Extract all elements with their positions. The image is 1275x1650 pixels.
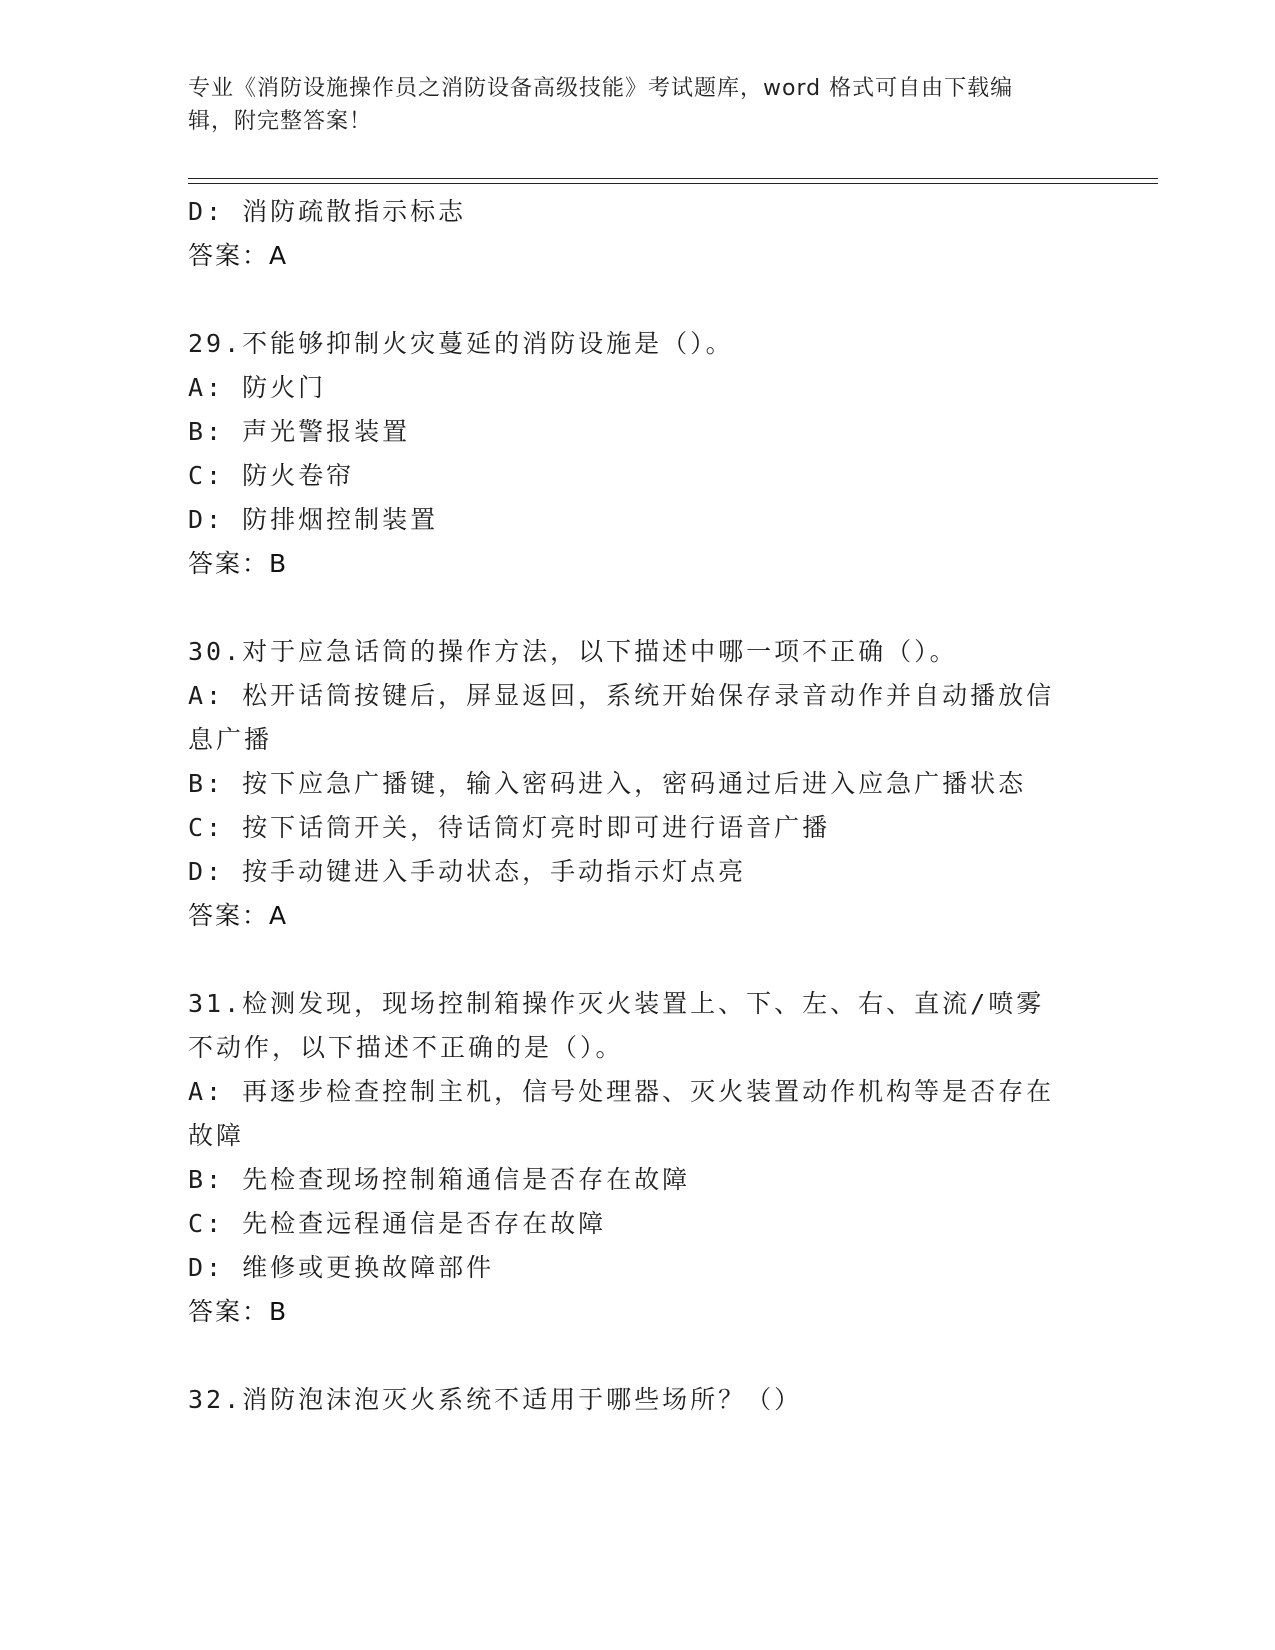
spacer: [188, 586, 1088, 630]
question-29: [188, 322, 1088, 586]
option-d: D: 消防疏散指示标志: [188, 197, 467, 226]
question-title: 32.消防泡沫泡灭火系统不适用于哪些场所？（）: [188, 1385, 803, 1414]
option-a: A: 再逐步检查控制主机，信号处理器、灭火装置动作机构等是否存在: [188, 1077, 1055, 1106]
question-30: [188, 630, 1088, 938]
option-a: A: 松开话筒按键后，屏显返回，系统开始保存录音动作并自动播放信: [188, 681, 1055, 710]
option-c: C: 防火卷帘: [188, 461, 355, 490]
option-b: B: 先检查现场控制箱通信是否存在故障: [188, 1165, 691, 1194]
question-title: 29.不能够抑制火灾蔓延的消防设施是（）。: [188, 329, 734, 358]
question-content: [188, 190, 1088, 1422]
option-d: D: 防排烟控制装置: [188, 505, 439, 534]
option-c: C: 按下话筒开关，待话筒灯亮时即可进行语音广播: [188, 813, 831, 842]
header-line-2: 辑，附完整答案！: [188, 109, 373, 134]
answer-line: 答案：B: [188, 549, 289, 578]
question-31: [188, 982, 1088, 1334]
option-a-continued: 息广播: [188, 725, 273, 754]
answer-line: 答案：A: [188, 901, 289, 930]
spacer: [188, 278, 1088, 322]
question-32: [188, 1378, 1088, 1422]
header-divider-top: [188, 178, 1158, 179]
spacer: [188, 1334, 1088, 1378]
option-b: B: 按下应急广播键，输入密码进入，密码通过后进入应急广播状态: [188, 769, 1027, 798]
option-a: A: 防火门: [188, 373, 327, 402]
answer-line: 答案：B: [188, 1297, 289, 1326]
option-d: D: 维修或更换故障部件: [188, 1253, 495, 1282]
question-title: 30.对于应急话筒的操作方法，以下描述中哪一项不正确（）。: [188, 637, 958, 666]
option-b: B: 声光警报装置: [188, 417, 411, 446]
document-header: [188, 72, 1088, 138]
question-title-line-1: 31.检测发现，现场控制箱操作灭火装置上、下、左、右、直流/喷雾: [188, 989, 1045, 1018]
option-a-continued: 故障: [188, 1121, 245, 1150]
option-d: D: 按手动键进入手动状态，手动指示灯点亮: [188, 857, 747, 886]
previous-question-tail: [188, 190, 1088, 278]
header-divider-bottom: [188, 183, 1158, 184]
answer-line: 答案：A: [188, 241, 289, 270]
question-title-line-2: 不动作，以下描述不正确的是（）。: [188, 1033, 624, 1062]
header-line-1: 专业《消防设施操作员之消防设备高级技能》考试题库，word 格式可自由下载编: [188, 76, 1014, 101]
option-c: C: 先检查远程通信是否存在故障: [188, 1209, 607, 1238]
spacer: [188, 938, 1088, 982]
